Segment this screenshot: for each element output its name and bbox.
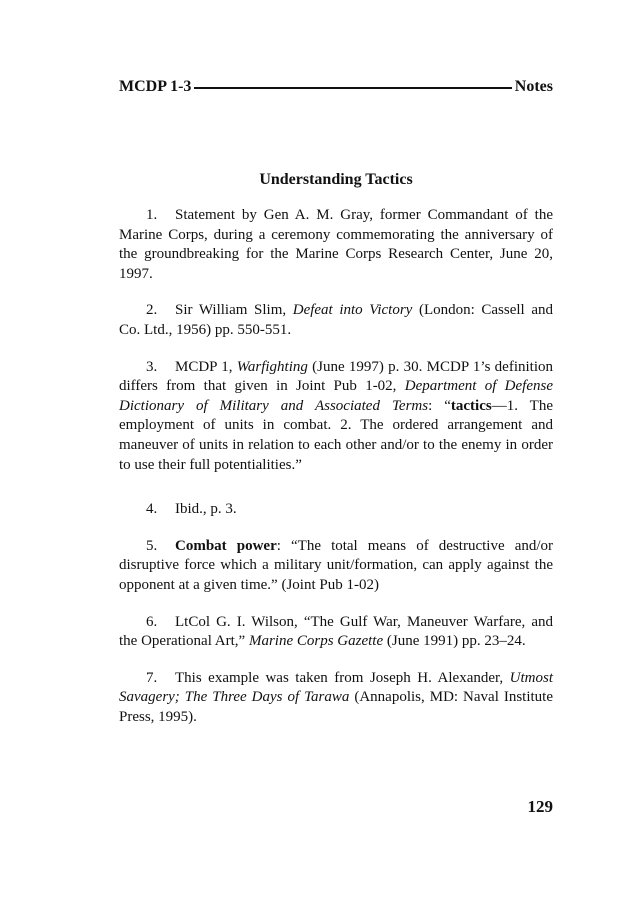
- note-text-segment: Combat power: [175, 537, 277, 554]
- running-header: [119, 76, 553, 98]
- note-6: [119, 613, 553, 652]
- note-text-segment: Warfighting: [236, 358, 308, 375]
- note-text-segment: (London: Cassell and Co. Ltd., 1956) pp. 550-551.: [119, 302, 553, 338]
- note-number: 7.: [146, 669, 158, 686]
- note-number: 5.: [146, 537, 158, 554]
- page-number: 129: [527, 797, 553, 816]
- note-number: 3.: [146, 358, 158, 375]
- note-number: 2.: [146, 302, 158, 319]
- header-section: Notes: [514, 78, 553, 95]
- note-text-segment: Defeat into Victory: [292, 302, 413, 319]
- note-number: 1.: [146, 207, 158, 223]
- note-text-segment: : “The total means of destructive and/or disruptive force which a military unit/formation, can apply against the opponent at a given time.” (Joint Pub 1-02): [119, 537, 554, 593]
- note-text-segment: Statement by Gen A. M. Gray, former Commandant of the Marine Corps, during a ceremony commemorating the anniversary of the groundbreaking for the Marine Corps Research Center, June 20, 1997.: [119, 207, 553, 282]
- page-title: Understanding Tactics: [259, 171, 413, 188]
- note-3: [119, 358, 553, 476]
- note-text-segment: This example was taken from Joseph H. Alexander,: [175, 669, 510, 686]
- notes-list: [119, 206, 553, 744]
- note-4: [119, 500, 553, 520]
- note-text-segment: (June 1997) p. 30. MCDP 1’s definition differs from that given in Joint Pub 1-02,: [119, 358, 553, 395]
- note-number: 6.: [146, 613, 158, 630]
- note-text-segment: tactics: [450, 397, 492, 414]
- note-text-segment: Sir William Slim,: [175, 302, 293, 319]
- note-text-segment: LtCol G. I. Wilson, “The Gulf War, Maneuver Warfare, and the Operational Art,”: [119, 613, 553, 650]
- note-text-segment: : “: [428, 397, 451, 414]
- note-text-segment: (Annapolis, MD: Naval Institute Press, 1995).: [119, 689, 553, 725]
- note-text-segment: Utmost Savagery; The Three Days of Tarawa: [119, 669, 553, 706]
- note-1: [119, 206, 553, 284]
- note-text-segment: (June 1991) pp. 23–24.: [383, 633, 526, 650]
- note-number: 4.: [146, 501, 158, 518]
- header-doc-id: MCDP 1-3: [119, 78, 192, 95]
- note-text-segment: MCDP 1,: [175, 358, 237, 375]
- note-7: [119, 669, 553, 728]
- note-2: [119, 301, 553, 340]
- note-5: [119, 537, 553, 596]
- note-text-segment: Department of Defense Dictionary of Military and Associated Terms: [119, 378, 553, 414]
- note-text-segment: Ibid., p. 3.: [175, 501, 237, 518]
- header-rule: [194, 87, 511, 89]
- note-text-segment: Marine Corps Gazette: [248, 633, 384, 650]
- note-text-segment: —1. The employment of units in combat. 2. The ordered arrangement and maneuver of units in relation to each other and/or to the enemy in order to use their full potentialities.”: [119, 397, 553, 473]
